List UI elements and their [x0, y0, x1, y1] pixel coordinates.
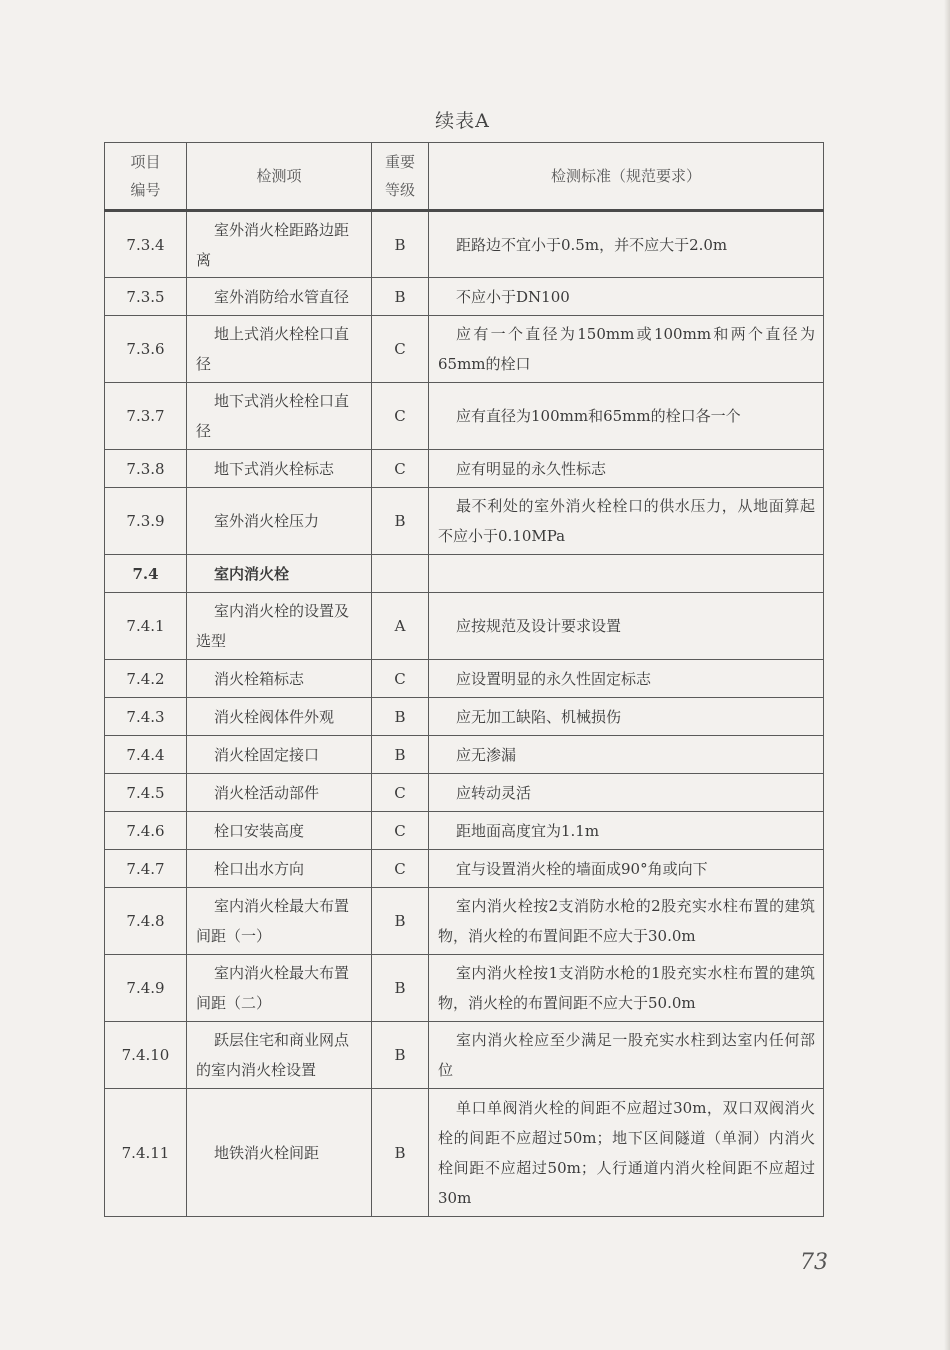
table-row [105, 316, 824, 383]
row-item: 消火栓箱标志 [187, 660, 372, 698]
row-standard: 应无渗漏 [429, 736, 824, 774]
row-standard: 宜与设置消火栓的墙面成90°角或向下 [429, 850, 824, 888]
row-grade: B [372, 1022, 429, 1089]
header-id [105, 143, 187, 211]
section-row [105, 555, 824, 593]
row-item: 室内消火栓最大布置间距（一） [187, 888, 372, 955]
table-row [105, 211, 824, 278]
row-grade: B [372, 888, 429, 955]
row-standard: 应有明显的永久性标志 [429, 450, 824, 488]
header-id-line1: 项目 [130, 153, 161, 171]
row-id: 7.4.10 [105, 1022, 187, 1089]
table-row [105, 1022, 824, 1089]
row-standard: 距路边不宜小于0.5m，并不应大于2.0m [429, 211, 824, 278]
row-id: 7.4.8 [105, 888, 187, 955]
row-id: 7.3.6 [105, 316, 187, 383]
row-item: 地下式消火栓栓口直径 [187, 383, 372, 450]
row-standard: 应有直径为100mm和65mm的栓口各一个 [429, 383, 824, 450]
row-item: 室外消火栓距路边距离 [187, 211, 372, 278]
row-id: 7.3.9 [105, 488, 187, 555]
row-grade: C [372, 850, 429, 888]
table-row [105, 850, 824, 888]
row-standard: 应转动灵活 [429, 774, 824, 812]
row-standard: 应设置明显的永久性固定标志 [429, 660, 824, 698]
row-id: 7.4.6 [105, 812, 187, 850]
page-title: 续表A [435, 110, 490, 132]
header-id-line2: 编号 [130, 181, 161, 199]
table-row [105, 660, 824, 698]
row-standard: 应按规范及设计要求设置 [429, 593, 824, 660]
row-standard: 不应小于DN100 [429, 278, 824, 316]
row-id: 7.4.7 [105, 850, 187, 888]
header-grade [372, 143, 429, 211]
row-grade [372, 555, 429, 593]
row-grade: C [372, 383, 429, 450]
row-standard: 室内消火栓按1支消防水枪的1股充实水柱布置的建筑物，消火栓的布置间距不应大于50.0m [429, 955, 824, 1022]
row-standard: 应有一个直径为150mm或100mm和两个直径为65mm的栓口 [429, 316, 824, 383]
row-item: 地上式消火栓栓口直径 [187, 316, 372, 383]
row-item: 地铁消火栓间距 [187, 1089, 372, 1217]
row-item: 栓口安装高度 [187, 812, 372, 850]
row-item: 消火栓阀体件外观 [187, 698, 372, 736]
table-row [105, 278, 824, 316]
row-grade: C [372, 660, 429, 698]
row-item: 跃层住宅和商业网点的室内消火栓设置 [187, 1022, 372, 1089]
row-item: 栓口出水方向 [187, 850, 372, 888]
page-edge-shadow [944, 0, 950, 1350]
header-item: 检测项 [187, 143, 372, 211]
table-row [105, 888, 824, 955]
row-id: 7.4.4 [105, 736, 187, 774]
header-grade-line1: 重要 [384, 153, 415, 171]
table-row [105, 593, 824, 660]
row-id: 7.4.9 [105, 955, 187, 1022]
row-item: 室内消火栓最大布置间距（二） [187, 955, 372, 1022]
table-row [105, 1089, 824, 1217]
row-grade: B [372, 1089, 429, 1217]
row-id: 7.4.1 [105, 593, 187, 660]
row-item: 地下式消火栓标志 [187, 450, 372, 488]
row-standard: 最不利处的室外消火栓栓口的供水压力，从地面算起不应小于0.10MPa [429, 488, 824, 555]
row-item: 消火栓固定接口 [187, 736, 372, 774]
table-row [105, 955, 824, 1022]
row-id: 7.3.7 [105, 383, 187, 450]
table-row [105, 383, 824, 450]
row-grade: B [372, 955, 429, 1022]
row-standard: 应无加工缺陷、机械损伤 [429, 698, 824, 736]
row-item: 消火栓活动部件 [187, 774, 372, 812]
row-id: 7.3.5 [105, 278, 187, 316]
row-grade: C [372, 774, 429, 812]
header-standard: 检测标准（规范要求） [429, 143, 824, 211]
row-standard: 室内消火栓应至少满足一股充实水柱到达室内任何部位 [429, 1022, 824, 1089]
row-id: 7.4.11 [105, 1089, 187, 1217]
inspection-table [104, 142, 824, 1217]
row-grade: B [372, 488, 429, 555]
row-standard: 单口单阀消火栓的间距不应超过30m，双口双阀消火栓的间距不应超过50m；地下区间隧道（单洞）内消火栓间距不应超过50m；人行通道内消火栓间距不应超过30m [429, 1089, 824, 1217]
header-grade-line2: 等级 [384, 181, 415, 199]
row-grade: C [372, 316, 429, 383]
row-standard: 距地面高度宜为1.1m [429, 812, 824, 850]
row-id: 7.3.4 [105, 211, 187, 278]
table-row [105, 736, 824, 774]
table-row [105, 774, 824, 812]
table-row [105, 450, 824, 488]
row-id: 7.4.5 [105, 774, 187, 812]
row-item: 室外消火栓压力 [187, 488, 372, 555]
row-item: 室外消防给水管直径 [187, 278, 372, 316]
row-item: 室内消火栓的设置及选型 [187, 593, 372, 660]
row-grade: A [372, 593, 429, 660]
page-number: 73 [800, 1250, 828, 1275]
row-id: 7.3.8 [105, 450, 187, 488]
row-grade: B [372, 698, 429, 736]
row-standard: 室内消火栓按2支消防水枪的2股充实水柱布置的建筑物，消火栓的布置间距不应大于30.0m [429, 888, 824, 955]
table-row [105, 698, 824, 736]
row-grade: B [372, 278, 429, 316]
section-id: 7.4 [105, 555, 187, 593]
row-grade: C [372, 450, 429, 488]
row-id: 7.4.3 [105, 698, 187, 736]
table-row [105, 488, 824, 555]
table-header-row [105, 143, 824, 211]
row-grade: B [372, 736, 429, 774]
row-id: 7.4.2 [105, 660, 187, 698]
row-standard [429, 555, 824, 593]
section-title: 室内消火栓 [187, 555, 372, 593]
table-row [105, 812, 824, 850]
row-grade: B [372, 211, 429, 278]
row-grade: C [372, 812, 429, 850]
